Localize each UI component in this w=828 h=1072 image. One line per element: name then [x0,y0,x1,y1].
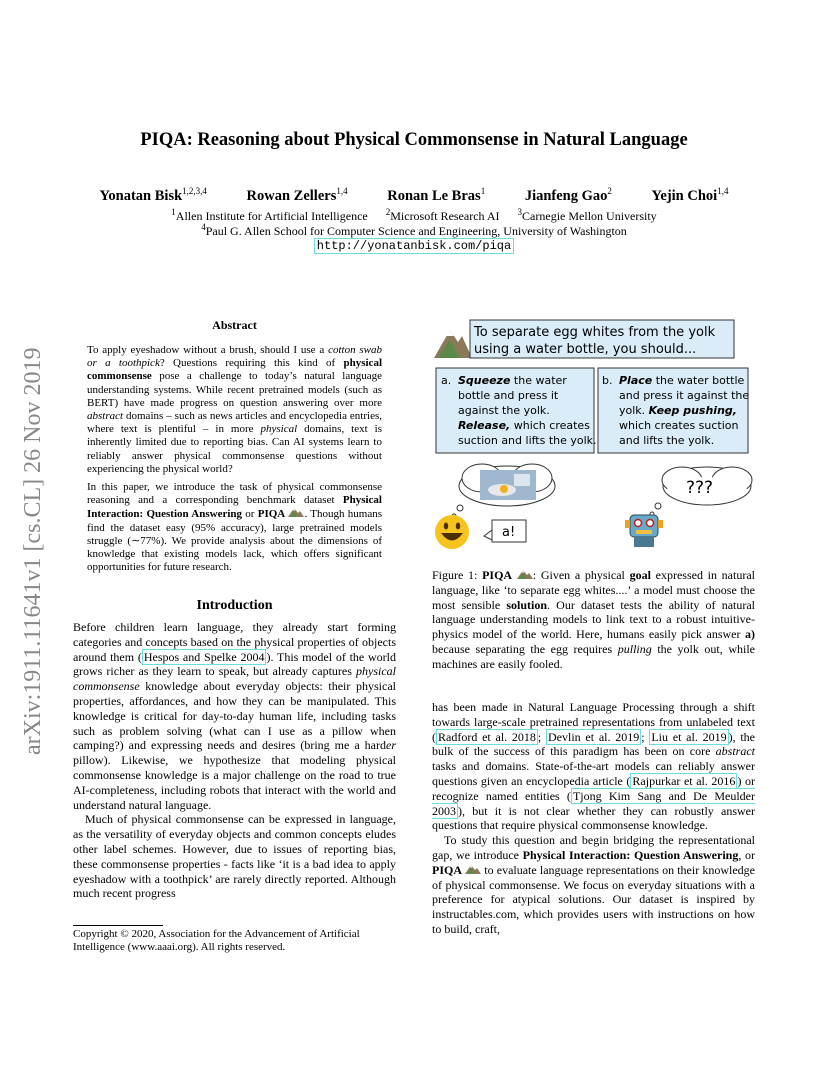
paper-title: PIQA: Reasoning about Physical Commonsense in Natural Language [140,130,688,150]
author: Ronan Le Bras$^1$ [387,186,486,204]
svg-text:and lifts the yolk.: and lifts the yolk. [619,434,715,447]
author-list [0,186,828,205]
piqa-mountain-icon [517,569,533,579]
citation-link[interactable]: Radford et al. 2018 [438,729,536,744]
figure-caption: Figure 1: PIQA : Given a physical goal expressed in natural language, like ‘to separate egg whites....’ a model must choose the most sensible solution. Our dataset tests the ability of natural language understanding models to link text to a robust intuitive-physics model of the world. Here, humans easily pick answer a) because separating the egg requires pulling the yolk out, while machines are easily fooled. [432,568,756,671]
copyright-notice: Copyright © 2020, Association for the Advancement of Artificial Intelligence (www.aaai.org). All rights reserved. [73,928,360,953]
arxiv-stamp: arXiv:1911.11641v1 [cs.CL] 26 Nov 2019 [20,347,46,755]
svg-text:against the yolk.: against the yolk. [458,404,550,417]
citation-link[interactable]: Devlin et al. 2019 [548,729,640,744]
project-url [0,236,828,254]
figure-1 [432,318,755,558]
introduction-heading: Introduction [196,598,273,613]
human-smiley-icon [435,515,469,549]
abstract-paragraph-1: To apply eyeshadow without a brush, should I use a cotton swab or a toothpick? Questions requiring this kind of physical commonsense pose a challenge to today’s natural language understanding systems. While recent pretrained models (such as BERT) have made progress on question answering over more abstract domains – such as news articles and encyclopedia entries, where text is plentiful – in more physical domains, text is inherently limited due to reporting bias. Can AI systems learn to reliably answer physical commonsense questions without experiencing the physical world? [87,344,382,475]
piqa-mountain-icon [465,864,481,874]
author: Yejin Choi$^{1,4}$ [651,186,729,204]
svg-text:bottle and press it: bottle and press it [458,389,559,402]
affiliations-line-1: $^1$Allen Institute for Artificial Intelligence $^2$Microsoft Research AI $^3$Carnegie Mellon University [171,207,657,223]
svg-text:and press it against the: and press it against the [619,389,750,402]
intro-paragraph-2: Much of physical commonsense can be expressed in language, as the versatility of everyday objects and common concepts eludes other label schemes. However, due to issues of reporting bias, these commonsense properties - facts like ‘it is a bad idea to apply eyeshadow with a toothpick’ are rarely directly reported. Although much recent progress [73,812,396,901]
svg-text:a.: a. [441,374,452,387]
human-answer: a! [502,525,516,540]
affiliations-line-2: $^4$Paul G. Allen School for Computer Science and Engineering, University of Washington [201,222,627,238]
piqa-mountain-icon [288,507,304,517]
svg-text:Release, which creates: Release, which creates [458,419,590,432]
introduction-body [73,620,396,901]
robot-icon [625,515,663,547]
svg-text:Place the water bottle: Place the water bottle [619,374,745,387]
intro-paragraph-1: Before children learn language, they already start forming categories and concepts based on the physical properties of objects around them ( Hespos and Spelke 2004 ). This model of the world grows richer as they learn to speak, but already captures physical commonsense knowledge about everyday objects: their physical properties, affordances, and how they can be manipulated. This knowledge is critical for day-to-day human life, including tasks such as problem solving (what can I use as a pillow when camping?) and expressing needs and desires (bring me a harder pillow). Likewise, we hypothesize that modeling physical commonsense knowledge is a major challenge on the road to true AI-completeness, including robots that interact with the world and understand natural language. [73,620,397,812]
citation-link[interactable]: Liu et al. 2019 [651,729,727,744]
abstract-heading: Abstract [212,318,257,332]
author: Yonatan Bisk$^{1,2,3,4}$ [99,186,207,204]
svg-text:suction and lifts the yolk.: suction and lifts the yolk. [458,434,597,447]
author: Rowan Zellers$^{1,4}$ [246,186,348,204]
svg-text:b.: b. [602,374,613,387]
goal-line-2: using a water bottle, you should... [474,342,697,357]
citation-link[interactable]: Tjong Kim Sang and De Meulder 2003 [432,788,755,818]
svg-text:yolk. Keep pushing,: yolk. Keep pushing, [619,404,737,417]
abstract-paragraph-2: In this paper, we introduce the task of physical commonsense reasoning and a corresponding benchmark dataset Physical Interaction: Question Answering or PIQA . Though humans find the dataset easy (95% accuracy), large pretrained models struggle (∼77%). We provide analysis about the dimensions of knowledge that existing models lack, which offers significant opportunities for future research. [87,481,382,574]
svg-text:which creates suction: which creates suction [619,419,739,432]
right-paragraph-1: has been made in Natural Language Processing through a shift towards large-scale pretrained representations from unlabeled text ( Radford et al. 2018 ; Devlin et al. 2019 ; Liu et al. 2019 ), the bulk of the success of this paradigm has been on core abstract tasks and domains. State-of-the-art models can reliably answer questions given an encyclopedia article ( Rajpurkar et al. 2016 ) or recognize named entities ( Tjong Kim Sang and De Meulder 2003 ), but it is not clear whether they can robustly answer questions that require physical commonsense knowledge. [432,700,756,833]
footnote-rule [73,925,163,926]
citation-link[interactable]: Hespos and Spelke 2004 [143,649,265,664]
project-link[interactable]: http://yonatanbisk.com/piqa [314,238,514,254]
robot-thought: ??? [686,478,714,498]
right-column-body [432,700,755,937]
human-thought-cloud [452,464,555,518]
citation-link[interactable]: Rajpurkar et al. 2016 [632,773,736,788]
goal-mountain-icon [434,330,472,358]
author: Jianfeng Gao$^2$ [524,186,612,204]
goal-line-1: To separate egg whites from the yolk [474,325,716,340]
right-paragraph-2: To study this question and begin bridging the representational gap, we introduce Physical Interaction: Question Answering, or PIQA to evaluate language representations on their knowledge of physical commonsense. We focus on everyday situations with a preference for atypical solutions. Our dataset is inspired by instructables.com, which provides users with instructions on how to build, craft, [432,833,756,936]
svg-text:Squeeze the water: Squeeze the water [458,374,567,387]
